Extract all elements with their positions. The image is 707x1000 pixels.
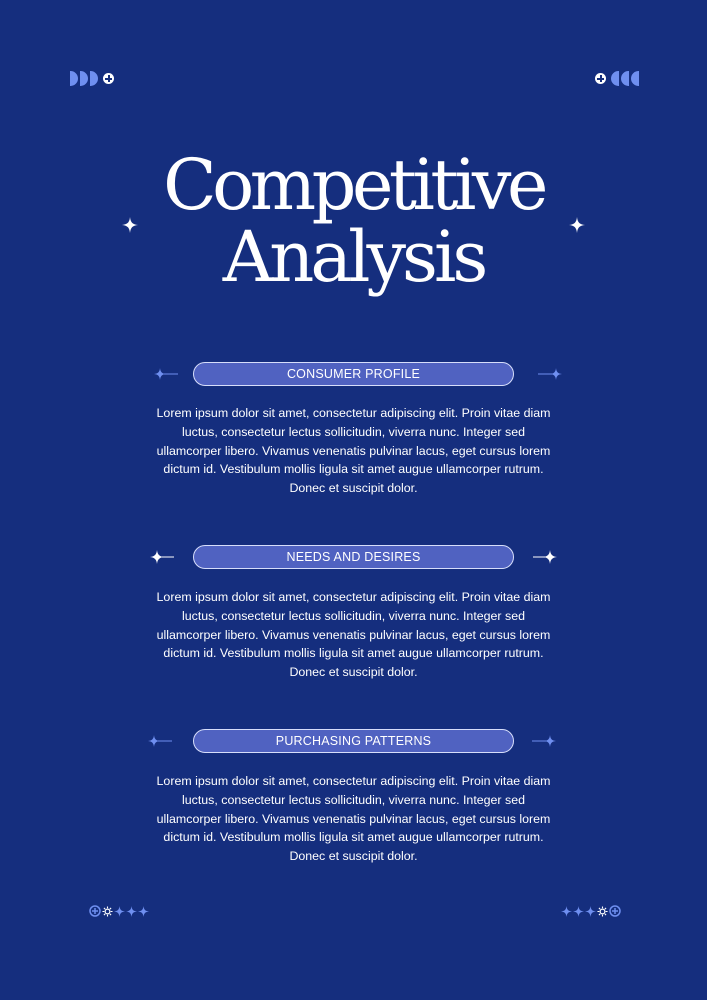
section-body-purchasing-patterns: Lorem ipsum dolor sit amet, consectetur adipiscing elit. Proin vitae diam luctus, consectetur lectus sollicitudin, viverra nunc. Integer sed ullamcorper libero. Vivamus venenatis pulvinar lacus, eget cursus lorem dictum id. Vestibulum mollis ligula sit amet augue ullamcorper rutrum. Donec et suscipit dolor. xyxy=(156,774,551,864)
sparkle-line-icon xyxy=(148,735,172,747)
footer-decoration-right xyxy=(561,905,621,917)
section-heading-purchasing-patterns: PURCHASING PATTERNS xyxy=(193,729,514,753)
plus-circle-icon xyxy=(103,73,114,84)
page-title-line-2: Analysis xyxy=(222,216,485,298)
half-circle-icon xyxy=(621,71,629,86)
corner-decoration-top-left xyxy=(70,71,117,86)
section-body-consumer-profile: Lorem ipsum dolor sit amet, consectetur adipiscing elit. Proin vitae diam luctus, consectetur lectus sollicitudin, viverra nunc. Integer sed ullamcorper libero. Vivamus venenatis pulvinar lacus, eget cursus lorem dictum id. Vestibulum mollis ligula sit amet augue ullamcorper rutrum. Donec et suscipit dolor. xyxy=(156,406,551,496)
sparkle-icon xyxy=(114,906,125,917)
sparkle-icon xyxy=(573,906,584,917)
sparkle-icon xyxy=(122,217,138,233)
sparkle-line-icon xyxy=(538,368,562,380)
section-heading-consumer-profile: CONSUMER PROFILE xyxy=(193,362,514,386)
section-heading-needs-and-desires: NEEDS AND DESIRES xyxy=(193,545,514,569)
section-body-needs-and-desires: Lorem ipsum dolor sit amet, consectetur adipiscing elit. Proin vitae diam luctus, consectetur lectus sollicitudin, viverra nunc. Integer sed ullamcorper libero. Vivamus venenatis pulvinar lacus, eget cursus lorem dictum id. Vestibulum mollis ligula sit amet augue ullamcorper rutrum. Donec et suscipit dolor. xyxy=(156,590,551,680)
plus-circle-icon xyxy=(89,905,101,917)
corner-decoration-top-right xyxy=(592,71,639,86)
page-title-line-1: Competitive xyxy=(163,144,544,226)
sparkle-icon xyxy=(569,217,585,233)
plus-circle-icon xyxy=(609,905,621,917)
sparkle-icon xyxy=(561,906,572,917)
sparkle-icon xyxy=(585,906,596,917)
sparkle-line-icon xyxy=(150,550,174,564)
gear-icon xyxy=(102,906,113,917)
half-circle-icon xyxy=(80,71,88,86)
sparkle-icon xyxy=(138,906,149,917)
footer-decoration-left xyxy=(89,905,149,917)
sparkle-line-icon xyxy=(533,550,557,564)
half-circle-icon xyxy=(90,71,98,86)
plus-circle-icon xyxy=(595,73,606,84)
half-circle-icon xyxy=(70,71,78,86)
half-circle-icon xyxy=(631,71,639,86)
gear-icon xyxy=(597,906,608,917)
sparkle-icon xyxy=(126,906,137,917)
sparkle-line-icon xyxy=(154,368,178,380)
sparkle-line-icon xyxy=(532,735,556,747)
half-circle-icon xyxy=(611,71,619,86)
